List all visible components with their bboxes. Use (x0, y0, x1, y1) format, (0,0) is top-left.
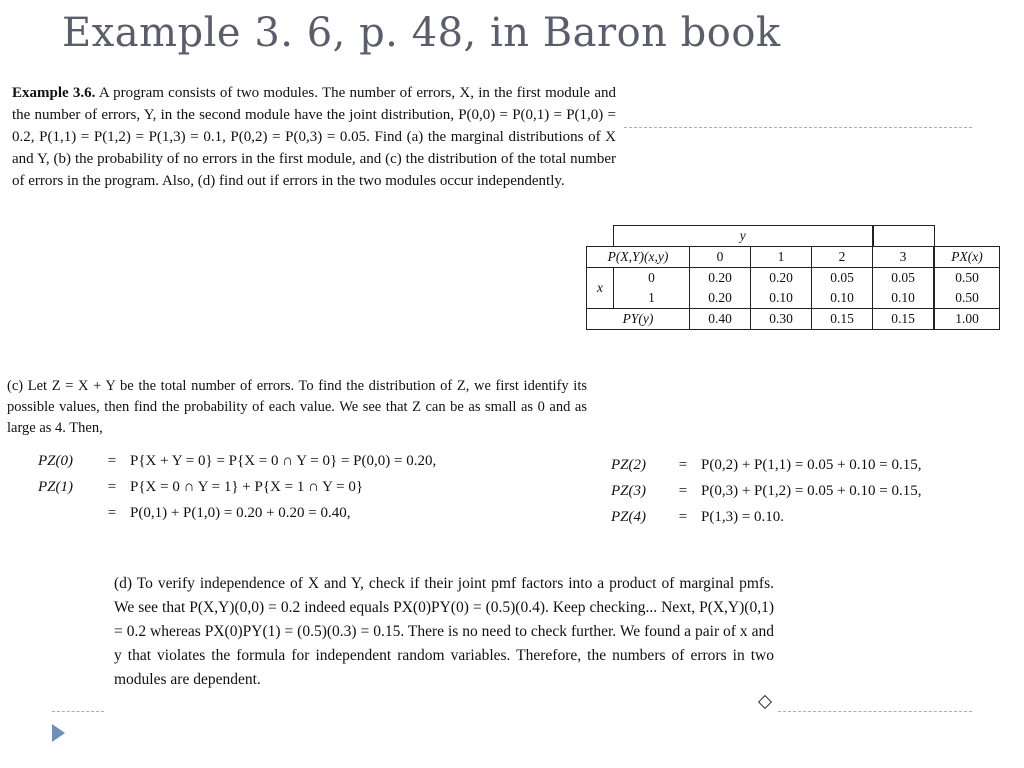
table-cell: 0.20 (690, 268, 751, 289)
example-text: A program consists of two modules. The number of errors, X, in the first module and the number of errors, Y, in the second module have the joint distribution, P(0,0) = P(0,1) = P(1,0) = 0.2, P(1,1) = P(1,2) = P(1,3) = 0.1, P(0,2) = P(0,3) = 0.05. Find (a) the marginal distributions of X and Y, (b) the probability of no errors in the first module, and (c) the distribution of the total number of errors in the program. Also, (d) find out if errors in the two modules occur independently. (12, 85, 616, 189)
table-cell: 0.10 (812, 288, 873, 309)
table-cell: 0.20 (690, 288, 751, 309)
equation-rhs: P(0,1) + P(1,0) = 0.20 + 0.20 = 0.40, (130, 504, 351, 521)
table-py-label: PY(y) (587, 309, 690, 330)
table-cell: 0.10 (873, 288, 935, 309)
equation-rhs: P{X + Y = 0} = P{X = 0 ∩ Y = 0} = P(0,0) = 0.20, (130, 452, 437, 469)
example-paragraph (12, 82, 616, 192)
table-py-cell: 0.30 (751, 309, 812, 330)
table-y-value: 3 (873, 247, 935, 268)
equation-equals: = (678, 482, 688, 499)
table-cell: 0.10 (751, 288, 812, 309)
divider-bottom-left (52, 711, 104, 712)
table-y-header: y (614, 226, 873, 247)
slide-title: Example 3. 6, p. 48, in Baron book (62, 10, 781, 56)
triangle-bullet-icon (52, 724, 65, 742)
table-cell: 0.05 (812, 268, 873, 289)
equation-lhs: PZ(4) (611, 508, 646, 525)
equation-lhs: PZ(3) (611, 482, 646, 499)
equations-right (611, 452, 922, 530)
equation-lhs: PZ(2) (611, 456, 646, 473)
equation-row (38, 448, 436, 474)
table-px-header: PX(x) (934, 247, 1000, 268)
table-cell: 0.05 (873, 268, 935, 289)
equation-equals: = (107, 504, 117, 521)
equation-row (38, 500, 436, 526)
equation-equals: = (107, 478, 117, 495)
table-x-value: 1 (614, 288, 690, 309)
table-px-cell: 0.50 (934, 288, 1000, 309)
equation-lhs: PZ(0) (38, 452, 73, 469)
equation-row (611, 504, 922, 530)
equation-rhs: P(1,3) = 0.10. (701, 508, 785, 525)
example-label: Example 3.6. (12, 85, 96, 101)
table-y-value: 1 (751, 247, 812, 268)
equation-row (38, 474, 436, 500)
table-empty-corner (587, 226, 614, 247)
divider-top (624, 127, 972, 128)
equation-row (611, 452, 922, 478)
table-py-cell: 0.15 (873, 309, 935, 330)
equation-rhs: P(0,2) + P(1,1) = 0.05 + 0.10 = 0.15, (701, 456, 922, 473)
table-py-cell: 0.15 (812, 309, 873, 330)
joint-distribution-table (586, 225, 1000, 330)
table-py-cell: 0.40 (690, 309, 751, 330)
table-y-value: 0 (690, 247, 751, 268)
table-x-value: 0 (614, 268, 690, 289)
table-empty-top-right (873, 226, 935, 247)
table-corner-label: P(X,Y)(x,y) (587, 247, 690, 268)
part-d-paragraph: (d) To verify independence of X and Y, check if their joint pmf factors into a product of marginal pmfs. We see that P(X,Y)(0,0) = 0.2 indeed equals PX(0)PY(0) = (0.5)(0.4). Keep checking... Next, P(X,Y)(0,1) = 0.2 whereas PX(0)PY(1) = (0.5)(0.3) = 0.15. There is no need to check further. We found a pair of x and y that violates the formula for independent random variables. Therefore, the numbers of errors in two modules are dependent. (114, 575, 774, 688)
equation-lhs: PZ(1) (38, 478, 73, 495)
equation-equals: = (107, 452, 117, 469)
equation-equals: = (678, 508, 688, 525)
equation-row (611, 478, 922, 504)
part-c-paragraph: (c) Let Z = X + Y be the total number of errors. To find the distribution of Z, we first identify its possible values, then find the probability of each value. We see that Z can be as small as 0 and as large as 4. Then, (7, 378, 587, 436)
equation-rhs: P(0,3) + P(1,2) = 0.05 + 0.10 = 0.15, (701, 482, 922, 499)
equation-equals: = (678, 456, 688, 473)
table-x-label: x (587, 268, 614, 309)
table-total-cell: 1.00 (934, 309, 1000, 330)
table-y-value: 2 (812, 247, 873, 268)
equations-left (38, 448, 436, 526)
equation-rhs: P{X = 0 ∩ Y = 1} + P{X = 1 ∩ Y = 0} (130, 478, 364, 495)
table-cell: 0.20 (751, 268, 812, 289)
divider-bottom-right (778, 711, 972, 712)
diamond-icon (758, 695, 772, 709)
table-px-cell: 0.50 (934, 268, 1000, 289)
